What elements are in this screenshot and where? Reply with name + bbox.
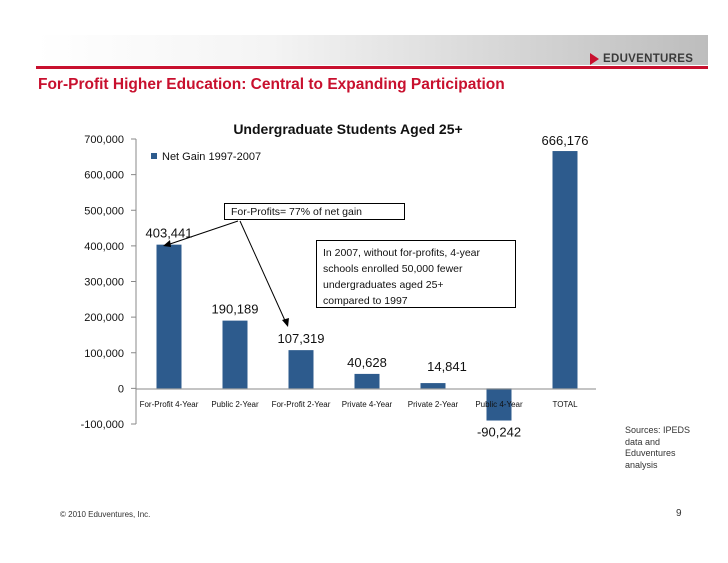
bar	[157, 245, 182, 389]
sources-line: data and	[625, 436, 661, 447]
x-tick-label: For-Profit 4-Year	[139, 400, 199, 409]
callout-for-profit-share: For-Profits= 77% of net gain	[224, 203, 405, 220]
y-tick-label: 300,000	[84, 276, 124, 289]
y-tick-label: 400,000	[84, 240, 124, 253]
value-label: 107,319	[277, 331, 325, 347]
y-tick-label: 200,000	[84, 312, 124, 325]
slide-title: For-Profit Higher Education: Central to Expanding Participation	[38, 76, 505, 93]
bar	[421, 383, 446, 388]
y-tick-label: 700,000	[84, 134, 124, 146]
x-tick-label: TOTAL	[552, 400, 578, 409]
legend-label: Net Gain 1997-2007	[162, 151, 262, 163]
page-number: 9	[676, 508, 682, 519]
y-tick-label: 500,000	[84, 205, 124, 218]
x-tick-label: For-Profit 2-Year	[271, 400, 331, 409]
x-tick-label: Public 4-Year	[475, 400, 523, 409]
value-label: -90,242	[476, 424, 522, 440]
value-label: 403,441	[145, 225, 193, 241]
callout-enrollment-note	[316, 240, 516, 308]
bar	[553, 151, 578, 388]
value-label: 190,189	[211, 301, 259, 317]
sources-line: analysis	[625, 459, 658, 470]
logo-text: EDUVENTURES	[603, 53, 694, 65]
arrow-head-2	[282, 318, 289, 327]
callout-line: schools enrolled 50,000 fewer	[323, 263, 463, 275]
y-tick-label: -100,000	[80, 419, 124, 431]
callout-line: In 2007, without for-profits, 4-year	[323, 247, 480, 259]
copyright: © 2010 Eduventures, Inc.	[60, 510, 151, 519]
y-tick-label: 0	[117, 383, 124, 396]
chart-title: Undergraduate Students Aged 25+	[233, 121, 463, 137]
value-label: 666,176	[541, 133, 589, 149]
y-tick-label: 600,000	[84, 169, 124, 182]
value-label: 40,628	[347, 354, 387, 370]
value-label: 14,841	[427, 359, 467, 375]
bar	[223, 321, 248, 389]
legend-swatch	[151, 153, 157, 159]
sources-line: Eduventures	[625, 448, 676, 458]
bar	[289, 350, 314, 388]
arrow-head-1	[163, 240, 171, 247]
sources-line: Sources: IPEDS	[625, 425, 691, 435]
sources-note	[625, 425, 705, 471]
callout-line: compared to 1997	[323, 295, 408, 307]
y-tick-label: 100,000	[84, 347, 124, 360]
x-tick-label: Private 4-Year	[341, 400, 393, 409]
x-tick-label: Public 2-Year	[211, 400, 259, 409]
bar	[355, 374, 380, 388]
y-axis-ticks	[81, 134, 136, 431]
x-axis-labels	[140, 400, 578, 409]
x-tick-label: Private 2-Year	[407, 400, 459, 409]
callout-line: undergraduates aged 25+	[323, 279, 444, 291]
